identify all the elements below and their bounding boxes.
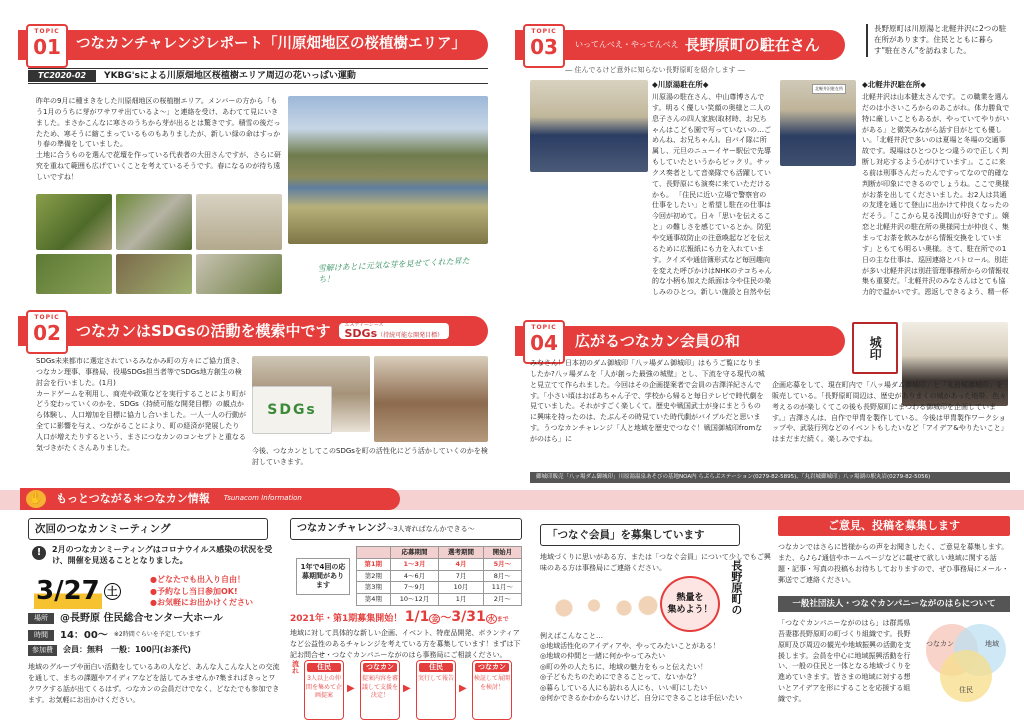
goshuin-sales-info: 御城印販売「八ッ場ダム御城印」川原湯温泉あそびの基地NOA内 らぷらぷステーション(0279-82-5895)、「丸岩城御城印」八ッ場湖の駅丸岩(0279-82-5056): [530, 472, 1010, 483]
topic2-body-right: 今後、つなカンとしてこのSDGsを町の活性化にどう活かしていくのかを検討していきます。: [252, 447, 488, 466]
meeting-dow: 土: [104, 583, 121, 600]
flow-step: [304, 660, 344, 720]
topic-number: 02: [33, 321, 61, 346]
table-cell: 2月～: [483, 594, 521, 606]
table-cell: 第2期: [357, 570, 391, 582]
list-item: ◎町の外の人たちに、地域の魅力をもっと伝えたい！: [540, 662, 708, 671]
table-cell: 第4期: [357, 594, 391, 606]
s1-body: 川原湯の駐在さん、中山尊博さんです。明るく優しい笑顔の奥様と二人の息子さんの四人家族(取材時、お兄ちゃんはこども園で写っていないの…ごめんね、お兄ちゃん)。自バイ隊に所属し、元旦のニューイヤー駅伝で先導もしていたというからビックリ。サックス奏者として音楽隊でも活躍していて、長野原にも演奏に来ていただけるかも。 「住民に近い立場で警察官の仕事をしたい」と希望し駐在の仕事は今回が初めて。日々「思いを伝えること」の難しさを感じているとか。防犯や交通事故防止の注意喚起などを伝えるために広報紙にも力を入れています。クイズや通信簿形式など毎回趣向を変えた呼びかけはNHKのテコちゃん的な小柄も加えた紙面は今や住民の楽しみのひとつ。新しい施設と自然や伝: [652, 93, 772, 297]
s1-head: ◆川原湯駐在所◆: [652, 80, 709, 89]
flow-step-text: 3人以上の仲間を集めて企画提案: [305, 675, 342, 699]
venn-label: 住民: [959, 686, 973, 694]
table-cell: 5月～: [483, 558, 521, 570]
list-item: ◎何かできるかわからないけど、自分にできることは手伝いたい: [540, 694, 743, 703]
place-value: @長野原 住民総合センター大ホール: [60, 613, 223, 624]
venn-label: つなカン: [926, 640, 954, 648]
sprout-photo-5: [196, 254, 282, 294]
flow-step: [360, 660, 400, 720]
meeting-title: 次回のつなカンミーティング: [28, 518, 268, 540]
table-header: 選考期間: [439, 547, 483, 559]
meeting-date: 3/27: [34, 574, 102, 609]
flow-step: [416, 660, 456, 720]
topic1-subtitle: YKBG'sによる川原畑地区桜植樹エリア周辺の花いっぱい運動: [104, 70, 356, 81]
topic2-title: つなカンはSDGsの活動を模索中です: [76, 321, 331, 340]
topic2-number-badge: [26, 310, 68, 354]
table-cell: 7月: [439, 570, 483, 582]
station-sign-text: 北軽井沢駐在所: [815, 86, 843, 91]
list-item: ◎暮らしている人にも訪れる人にも、いい町にしたい: [540, 683, 708, 692]
sign-photo: [196, 194, 282, 250]
table-header-row: [357, 547, 522, 559]
topic1-body: 昨年の9月に種まきをした川原畑地区の桜植樹エリア。メンバーの方から「もう1月のうちに芽がワサワサ出ているよ～」と連絡を受け、あわてて見にいきました。まさかこんなに寒さのうちから芽が出るとは驚きです。積雪の後だったため、寒そうに縮こまっているものもありましたが、新しい緑の命はすっかり春の準備をしていました。 土地に合うものを選んで花壇を作っている代表者の大田さんですが、さらに研究を重ねて範囲も広げていくことを考えているそうです。春になるのが待ち遠しいですね！: [36, 97, 281, 181]
topic3-number-badge: [523, 24, 565, 68]
meeting-details: [28, 612, 280, 656]
challenge-body: 地域に対して具体的な新しい企画、イベント、特産品開発、ボランティアなど公益性のあるチャレンジを考えている方を募集しています！まずは下記お問合せ・つなぐカンパニーながのはら事務局にご相談ください。: [290, 629, 521, 659]
headline-dow1: 金: [431, 615, 439, 623]
members-list-head: 例えばこんなこと…: [540, 632, 603, 640]
table-row: [357, 582, 522, 594]
meeting-point: ●予約なし当日参加OK!: [150, 586, 238, 596]
cheering-crowd-illustration: [540, 578, 660, 628]
topic-label: TOPIC: [531, 28, 557, 35]
headline-date2: 3/31: [451, 609, 486, 625]
topic-label: TOPIC: [34, 314, 60, 321]
meeting-point: ●どなたでも出入り自由！: [150, 575, 245, 584]
meeting-points: [150, 574, 253, 609]
arrow-icon: ▶: [403, 683, 411, 694]
sdgs-sticky-photo: [252, 386, 332, 434]
slogan-line2: 集めよう！: [667, 605, 713, 615]
table-header: 開始月: [483, 547, 521, 559]
time-note: ※2時間ぐらいを予定しています: [113, 631, 201, 639]
place-row: [28, 612, 280, 626]
sdgs-big: SDGs: [344, 326, 378, 340]
flow-step-head: つなカン: [363, 663, 397, 672]
meeting-point: ●お気軽にお出かけください: [150, 598, 253, 608]
table-cell: 10月: [439, 582, 483, 594]
topic1-title: つなカンチャレンジレポート「川原畑地区の桜植樹エリア」: [76, 36, 466, 53]
topic4-body2: 企画応募をして、現在町内で「八ッ場ダム御城印」と「丸岩城御城印」を販売している。「長野原町周辺は、歴史がありまくの城があった地帯。色々考えるのが楽しくてこの後も長野原町にまつわる御城印を企画しています。」吉澤さんは、自作で甲冑を製作している。今後は甲冑製作ワークショップや、武装行列などのイベントもしたいなど「アイデア&やりたいこと」はまだまだ続く。楽しみですね。: [772, 381, 1008, 444]
sdgs-paren: （持続可能な開発目標）: [377, 331, 444, 339]
headline-tail: まで: [496, 616, 509, 623]
challenge-table-caption: 1年で4回の応募期間があります: [296, 558, 350, 595]
table-cell: 第1期: [357, 558, 391, 570]
meeting-date-block: [34, 574, 121, 609]
table-header: [357, 547, 391, 559]
s2-body: 北軽井沢は山本健太さんです。この職業を選んだのは小さいころからのあこがれ。体力勝負で特に厳しいこともあるが、やっていてやりがいがある」と微笑みながら話す目がとても優しい。「北軽井沢で多いのは夏場と冬場の交通事故です。現場はひとつひとつ違うので正しく判断し対応するよう心がけています」。ここに来る前は刑事さんだったんですってなので的確な判断が印象にできるのでしょうね。ここで奥様がお茶を出してくださいました。お2人は共通の友達を通じて登山に出かけて仲良くなったのだそう。「ここから見る浅間山が好きです」。嬢恋と北軽井沢の駐在所の奥様同士が仲良く、集まってお茶を飲みながら情報交換をしています」ともても明るい奥様。さて、駐在所での1日の主な仕事は、巡回連絡とパトロール。別荘が多い北軽井沢は別荘管理事務所からの情報収集も重要だ。「北軽井沢のみなさんはとても協力的で温かいです。恩返しできるよう、精一杯: [862, 93, 1010, 297]
arrow-icon: ▶: [347, 683, 355, 694]
table-cell: 11月～: [483, 582, 521, 594]
org-title: 一般社団法人・つなぐカンパニーながのはらについて: [778, 596, 1010, 612]
table-row: [357, 570, 522, 582]
slogan-line1: 熱量を: [676, 592, 704, 603]
time-label: 時間: [28, 630, 54, 641]
arrow-icon: ▶: [459, 683, 467, 694]
headline-sep: ～: [440, 611, 452, 624]
table-row: [357, 594, 522, 606]
sdgs-meeting-photo-2: [374, 356, 488, 442]
topic1-title-bar: [18, 30, 488, 60]
sdgs-small: エスディージーズ: [344, 321, 384, 328]
topic-number: 04: [530, 331, 558, 356]
venn-diagram: [916, 616, 1016, 710]
topic3-lead: ― 住んでるけど意外に知らない長野原町を紹介します ―: [565, 66, 745, 74]
venn-label: 地域: [985, 640, 999, 648]
s2-head: ◆北軽井沢駐在所◆: [862, 80, 927, 89]
fee-value: 会員：無料 一般：100円(お茶代): [63, 645, 192, 655]
org-body: 「つなぐカンパニーながのはら」は群馬県吾妻郡長野原町の町づくり組織です。長野原町及び周辺の観光や地域振興の活動を支援します。会員を中心に地域振興活動を行い、一般の住民と一体となる地域づくりを進めていきます。皆さまの地域に対する想いとアイデアを形にすることを応援する組織です。: [778, 619, 911, 703]
info-header-title: もっとつながる＊つなカン情報: [56, 491, 210, 505]
members-body: 地域づくりに思いがある方、または「つなぐ会員」について少しでもご興味のある方は事務局にご連絡ください。: [540, 553, 771, 572]
topic4-body: みなさん！日本初のダム御城印「八ッ場ダム御城印」はもうご覧になりましたか?八ッ場ダムを「人が創った最強の城壁」とし、下流を守る現代の城と見立てて作られました。今回はその企画提案者で会員の吉澤洋紀さんです。「小さい頃はおばあちゃん子で、学校から帰ると毎日テレビで時代劇を見ていました。それがすごく楽しくて。歴史や戦国武士が身にまとうものに興味を持ったのは、たぶんその時見ていた時代劇がバイブルだと思います。うつなカンチャレンジ「人と地域を歴史でつなぐ！戦国御城印fromながのはら」に: [530, 359, 765, 443]
info-header-en: Tsunacom Information: [223, 494, 302, 503]
flow-step-head: 住民: [307, 663, 341, 672]
flow-step: [472, 660, 512, 720]
table-cell: 4月: [439, 558, 483, 570]
flow-start-label: 流れ: [291, 660, 300, 674]
table-cell: 1月: [439, 594, 483, 606]
sprout-photo-1: [36, 194, 112, 250]
challenge-headline: [290, 608, 526, 627]
table-cell: 1～3月: [390, 558, 439, 570]
meeting-notice: 2月のつなカンミーティングはコロナウイルス感染の状況を受け、開催を見送ることとなりました。: [52, 545, 273, 566]
headline-prefix: 2021年・第1期募集開始！: [290, 614, 403, 624]
topic3-title: 長野原町の駐在さん: [684, 35, 820, 54]
headline-date1: 1/1: [404, 609, 430, 625]
warning-icon: !: [32, 546, 46, 560]
table-cell: 10～12月: [390, 594, 439, 606]
flow-step-head: つなカン: [475, 663, 509, 672]
topic1-caption: 雪解けあとに元気な芽を見せてくれた昇たち！: [317, 256, 470, 284]
list-item: ◎子どもたちのためにできることって、ないかな？: [540, 673, 700, 682]
challenge-schedule-table: [356, 546, 522, 606]
table-cell: 7～9月: [390, 582, 439, 594]
sprout-photo-4: [116, 254, 192, 294]
sdgs-big-row: [345, 328, 444, 340]
topic3-kicker: いってんべえ・やってんべえ: [575, 39, 679, 49]
opinions-title: ご意見、投稿を募集します: [778, 516, 1010, 536]
topic-number: 03: [530, 35, 558, 60]
topic1-number-badge: [26, 24, 68, 68]
flow-step-text: 提案内容を審議して支援を決定！: [361, 675, 398, 699]
flow-step-head: 住民: [419, 663, 453, 672]
fee-row: [28, 645, 280, 656]
challenge-title: つなカンチャレンジ: [297, 523, 387, 534]
topic-number: 01: [33, 35, 61, 60]
info-header: [20, 488, 400, 510]
topic4-title: 広がるつなカン会員の和: [575, 331, 740, 350]
challenge-title-sub: ～3人寄ればなんかできる～: [386, 525, 475, 533]
opinions-body: つなカンではさらに皆様からの声をお聞きしたく、ご意見を募集します。また、ら♪ら♪通信やホームページなどに載せて欲しい地域に関する話題・記事・写真の投稿もお待ちしておりますので、ぜひ事務局にメール・郵送でご連絡ください。: [778, 543, 1009, 584]
sdgs-sticky-text: SDGs: [267, 401, 317, 418]
topic1-subtitle-row: [28, 68, 488, 84]
table-cell: 第3期: [357, 582, 391, 594]
sprout-photo-3: [36, 254, 112, 294]
handshake-icon: ✋: [26, 490, 46, 508]
goshuin-text: 城印: [868, 336, 883, 360]
sdgs-label-group: [339, 323, 450, 340]
tc-tag: TC2020-02: [28, 70, 96, 83]
time-value: 14：00～: [60, 629, 108, 641]
goshuin-photo: [852, 322, 898, 374]
table-cell: 4～6月: [390, 570, 439, 582]
topic-label: TOPIC: [34, 28, 60, 35]
flow-step-text: 実行して報告: [417, 675, 454, 683]
headline-dow2: 水: [487, 615, 495, 623]
topic3-note: 長野原町は川原湯と北軽井沢に2つの駐在所があります。住民とともに暮らす"駐在さん"を訪ねました。: [866, 24, 1008, 57]
members-slogan: [660, 576, 720, 632]
members-list: [540, 642, 772, 705]
table-cell: 8月～: [483, 570, 521, 582]
table-header: 応募期間: [390, 547, 439, 559]
topic2-body-left: SDGs未来都市に選定されているみなかみ町の方々にご協力頂き、つなカン理事、事務局、役場SDGs担当者等でSDGs地方創生の検討会を行いました。(1月) カードゲームを利用し、商売や政策などを実行することにより町がどう変わっていくのかを、SDGs（持続可能な開発目標）の観点から体験し、人口増加を目標に協力し合いました。一人一人の行動が全てに影響を与え、つながることにより、町の経済が発展したり人口が増えたりするという、まさにつなカンのコンセプトと重なる気づきがたくさんありました。: [36, 357, 246, 452]
list-item: ◎地域活性化のアイディアや、やってみたいことがある！: [540, 642, 720, 650]
members-title: 「つなぐ会員」を募集しています: [540, 524, 740, 546]
fee-label: 参加費: [28, 645, 57, 656]
time-row: [28, 629, 280, 643]
topic-label: TOPIC: [531, 324, 557, 331]
lake-landscape-photo: [288, 96, 488, 244]
challenge-flow: [290, 660, 526, 720]
meeting-body: 地域のグループや面白い活動をしているあの人など、あんな人こんな人との交流を通して、まちの課題やアイディアなどを話してみませんか?集まればきっとワクワクする話が出てくるはず。つなカンの会員だけでなく、どなたでも参加できます。お気軽にお出かけください。: [28, 663, 280, 704]
sprout-photo-2: [116, 194, 192, 250]
table-row: [357, 558, 522, 570]
topic2-title-bar: [18, 316, 488, 346]
list-item: ◎地域の仲間と一緒に何かやってみたい: [540, 652, 666, 661]
place-label: 場所: [28, 613, 54, 624]
slogan-side: 長野原町の: [729, 560, 743, 615]
flow-step-text: 検証して展開を検討！: [473, 675, 510, 691]
challenge-title-box: [290, 518, 522, 540]
venn-circle-jumin: [940, 650, 992, 702]
